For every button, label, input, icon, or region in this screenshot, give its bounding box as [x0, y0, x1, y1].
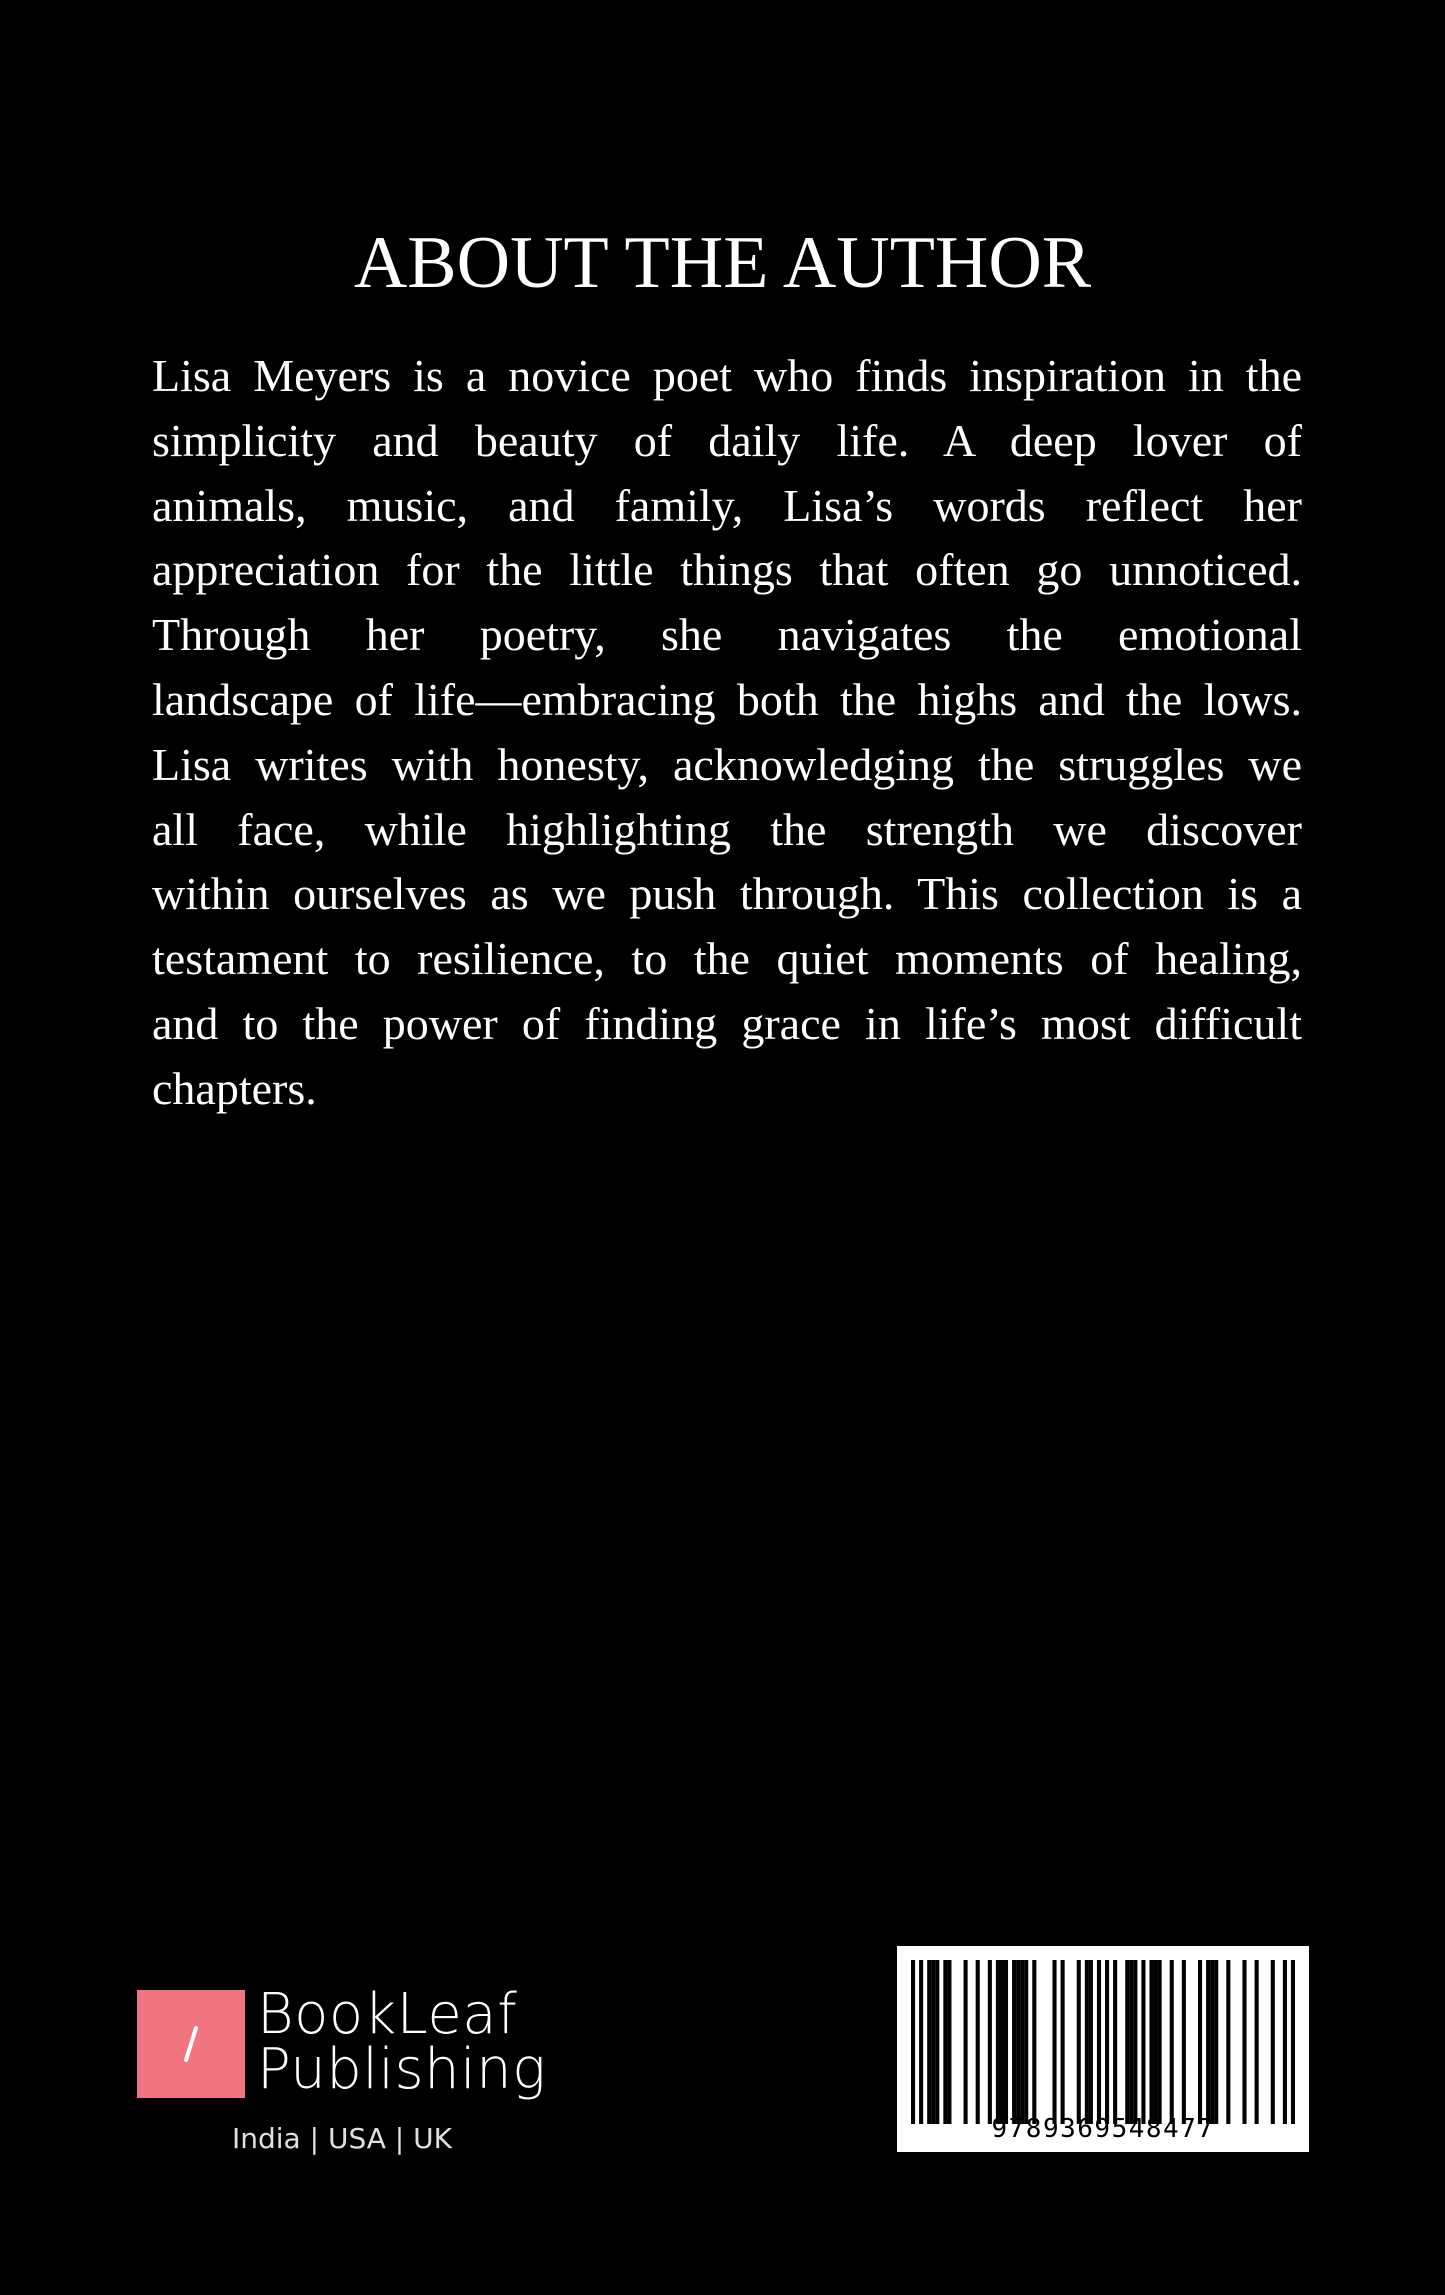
barcode-bars	[911, 1960, 1295, 2124]
bio-line: testament to resilience, to the quiet moments of healing,	[152, 933, 1302, 985]
bio-line: simplicity and beauty of daily life. A deep lover of	[152, 414, 1302, 466]
barcode-bar	[1255, 1960, 1259, 2124]
barcode-bar	[976, 1960, 980, 2124]
barcode-bar	[1133, 1960, 1137, 2124]
barcode-bar	[1242, 1960, 1246, 2124]
bio-line: appreciation for the little things that often go unnoticed.	[152, 544, 1302, 596]
barcode-bar	[1012, 1960, 1016, 2124]
barcode-bar	[1154, 1960, 1158, 2124]
bio-line: Lisa writes with honesty, acknowledging the struggles we	[152, 738, 1302, 790]
barcode-bar	[919, 1960, 923, 2124]
barcode-bar	[1024, 1960, 1028, 2124]
barcode-bar	[1125, 1960, 1129, 2124]
barcode-bar	[1020, 1960, 1024, 2124]
publisher-name-line1: BookLeaf	[257, 1982, 518, 2047]
barcode-bar	[988, 1960, 992, 2124]
barcode-bar	[1085, 1960, 1089, 2124]
author-bio	[152, 344, 1302, 1122]
barcode-bar	[1291, 1960, 1295, 2124]
barcode-bar	[1129, 1960, 1133, 2124]
isbn-barcode	[897, 1946, 1309, 2152]
bio-line: landscape of life—embracing both the highs and the lows.	[152, 673, 1302, 725]
barcode-bar	[1158, 1960, 1162, 2124]
barcode-bar	[1141, 1960, 1145, 2124]
barcode-bar	[964, 1960, 968, 2124]
about-author-heading: ABOUT THE AUTHOR	[353, 222, 1092, 304]
barcode-bar	[947, 1960, 951, 2124]
barcode-bar	[1061, 1960, 1065, 2124]
bio-line: Through her poetry, she navigates the emotional	[152, 609, 1302, 661]
barcode-bar	[1077, 1960, 1081, 2124]
barcode-bar	[1032, 1960, 1036, 2124]
barcode-bar	[927, 1960, 931, 2124]
barcode-bar	[943, 1960, 947, 2124]
barcode-bar	[1004, 1960, 1008, 2124]
bio-line: within ourselves as we push through. This collection is a	[152, 868, 1302, 920]
bio-line: animals, music, and family, Lisa’s words reflect her	[152, 479, 1302, 531]
bio-line: Lisa Meyers is a novice poet who finds inspiration in the	[152, 350, 1302, 401]
barcode-bar	[1182, 1960, 1186, 2124]
barcode-bar	[1052, 1960, 1056, 2124]
barcode-bar	[1000, 1960, 1004, 2124]
barcode-bar	[1210, 1960, 1214, 2124]
barcode-bar	[1097, 1960, 1101, 2124]
barcode-bar	[1206, 1960, 1210, 2124]
publisher-regions: India | USA | UK	[232, 2122, 452, 2155]
barcode-bar	[931, 1960, 935, 2124]
bio-line: and to the power of finding grace in life’s most difficult	[152, 997, 1302, 1049]
barcode-bar	[1271, 1960, 1275, 2124]
barcode-bar	[911, 1960, 915, 2124]
slash-icon	[137, 1990, 245, 2098]
barcode-bar	[935, 1960, 939, 2124]
barcode-bar	[1113, 1960, 1117, 2124]
barcode-bar	[1214, 1960, 1218, 2124]
barcode-bar	[1089, 1960, 1093, 2124]
barcode-bar	[1149, 1960, 1153, 2124]
barcode-bar	[1105, 1960, 1109, 2124]
barcode-bar	[1016, 1960, 1020, 2124]
barcode-bar	[996, 1960, 1000, 2124]
barcode-bar	[1283, 1960, 1287, 2124]
isbn-number: 9789369548477	[991, 2114, 1215, 2144]
barcode-bar	[1198, 1960, 1202, 2124]
barcode-bar	[1226, 1960, 1230, 2124]
publisher-name-line2: Publishing	[257, 2037, 547, 2102]
barcode-bar	[1170, 1960, 1174, 2124]
publisher-logo	[137, 1982, 557, 2160]
bio-line: all face, while highlighting the strength we discover	[152, 803, 1302, 855]
bio-line: chapters.	[152, 1062, 317, 1114]
